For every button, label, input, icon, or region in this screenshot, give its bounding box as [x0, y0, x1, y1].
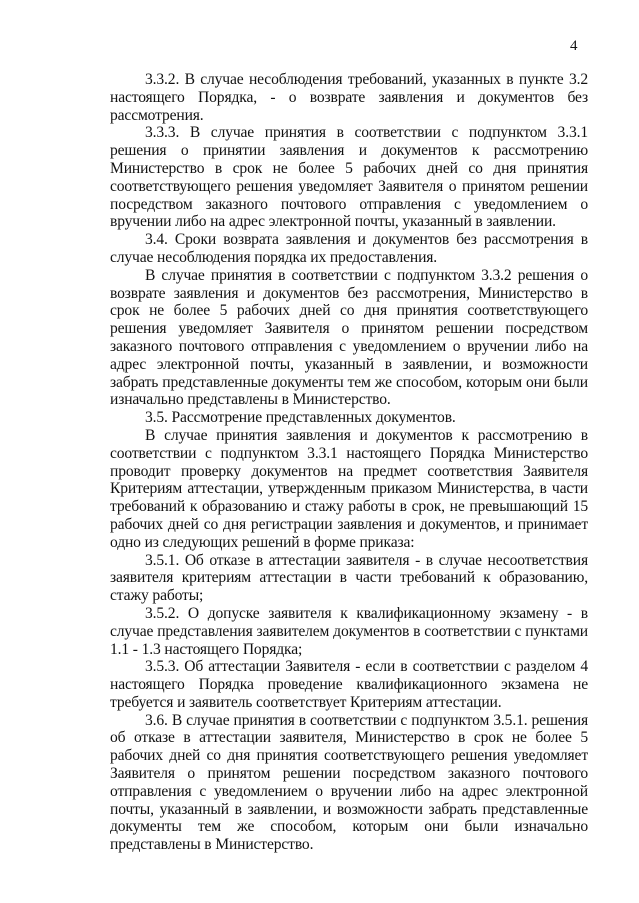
paragraph-3-4-text: В случае принятия в соответствии с подпунктом 3.3.2 решения о возврате заявления и документов без рассмотрения, Министерство в срок не более 5 рабочих дней со дня принятия соответствующего решения уведомляет Заявителя о принятом решении посредством заказного почтового отправления с уведомлением о вручении либо на адрес электронной почты, указанный в заявлении, и возможности забрать представленные документы тем же способом, которым они были изначально представлены в Министерство.	[110, 266, 588, 409]
paragraph-3-5-3: 3.5.3. Об аттестации Заявителя - если в соответствии с разделом 4 настоящего Порядка проведение квалификационного экзамена не требуется и заявитель соответствует Критериям аттестации.	[110, 658, 588, 711]
paragraph-3-3-3: 3.3.3. В случае принятия в соответствии с подпунктом 3.3.1 решения о принятии заявления и документов к рассмотрению Министерство в срок не более 5 рабочих дней со дня принятия соответствующего решения уведомляет Заявителя о принятом решении посредством заказного почтового отправления с уведомлением о вручении либо на адрес электронной почты, указанный в заявлении.	[110, 124, 588, 231]
page-number: 4	[570, 38, 578, 54]
paragraph-3-4-heading: 3.4. Сроки возврата заявления и документов без рассмотрения в случае несоблюдения порядка их предоставления.	[110, 231, 588, 266]
paragraph-3-5-1: 3.5.1. Об отказе в аттестации заявителя - в случае несоответствия заявителя критериям аттестации в части требований к образованию, стажу работы;	[110, 551, 588, 605]
document-body	[110, 71, 588, 854]
paragraph-3-6: 3.6. В случае принятия в соответствии с подпунктом 3.5.1. решения об отказе в аттестации заявителя, Министерство в срок не более 5 рабочих дней со дня принятия соответствующего решения уведомляет Заявителя о принятом решении посредством заказного почтового отправления с уведомлением о вручении либо на адрес электронной почты, указанный в заявлении, и возможности забрать представленные документы тем же способом, которым они были изначально представлены в Министерство.	[110, 711, 588, 854]
paragraph-3-5-heading: 3.5. Рассмотрение представленных документов.	[145, 409, 456, 427]
paragraph-3-5-2: 3.5.2. О допуске заявителя к квалификационному экзамену - в случае представления заявителем документов в соответствии с пунктами 1.1 - 1.3 настоящего Порядка;	[110, 604, 588, 658]
paragraph-3-3-2: 3.3.2. В случае несоблюдения требований, указанных в пункте 3.2 настоящего Порядка, - о возврате заявления и документов без рассмотрения.	[110, 71, 588, 124]
paragraph-3-5-text: В случае принятия заявления и документов к рассмотрению в соответствии с подпунктом 3.3.1 настоящего Порядка Министерство проводит проверку документов на предмет соответствия Заявителя Критериям аттестации, утвержденным приказом Министерства, в части требований к образованию и стажу работы в срок, не превышающий 15 рабочих дней со дня регистрации заявления и документов, и принимает одно из следующих решений в форме приказа:	[110, 426, 588, 551]
